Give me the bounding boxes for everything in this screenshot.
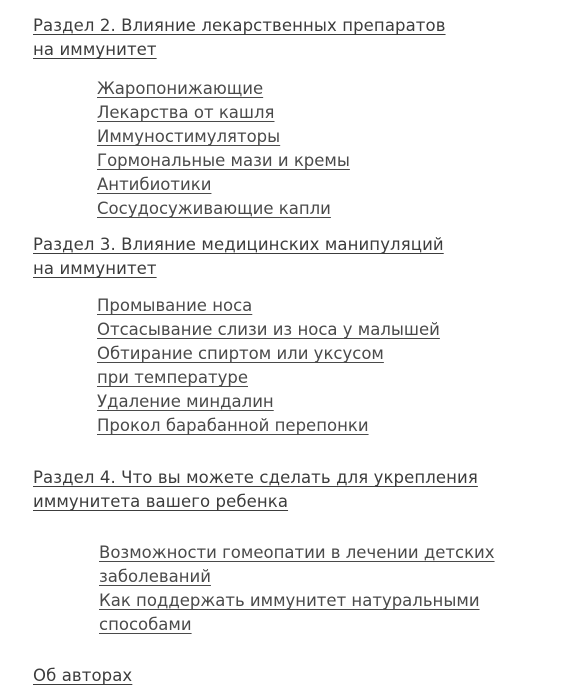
link-nose-rinsing[interactable]: Промывание носа (97, 296, 253, 315)
list-item (97, 197, 350, 221)
list-item (97, 125, 350, 149)
section-4-list (99, 541, 495, 637)
section-2-title-line2: на иммунитет (33, 40, 157, 59)
section-4-title-line1: Раздел 4. Что вы можете сделать для укрепления (33, 468, 478, 487)
section-2-title (33, 14, 553, 62)
section-2-title-link[interactable] (33, 16, 446, 59)
section-4-title-line2: иммунитета вашего ребенка (33, 492, 289, 511)
list-item (97, 342, 440, 366)
list-item (97, 414, 440, 438)
list-item (97, 366, 440, 390)
section-2-list (97, 77, 350, 221)
link-natural-immunity[interactable]: Как поддержать иммунитет натуральными (99, 591, 480, 610)
list-item (97, 294, 440, 318)
list-item (97, 101, 350, 125)
list-item (99, 613, 495, 637)
link-cough-medicines[interactable]: Лекарства от кашля (97, 103, 275, 122)
link-antibiotics[interactable]: Антибиотики (97, 175, 212, 194)
section-2-title-line1: Раздел 2. Влияние лекарственных препаратов (33, 16, 446, 35)
section-3-list (97, 294, 440, 438)
list-item (97, 149, 350, 173)
link-rubbing-alcohol[interactable]: Обтирание спиртом или уксусом (97, 344, 384, 363)
section-4-title-link[interactable] (33, 468, 478, 511)
list-item (97, 318, 440, 342)
list-item (97, 77, 350, 101)
list-item (99, 565, 495, 589)
section-3-title-link[interactable] (33, 235, 444, 278)
about-authors (33, 664, 553, 688)
link-rubbing-alcohol-cont[interactable]: при температуре (97, 368, 248, 387)
section-4-title (33, 466, 553, 514)
section-3-title-line2: на иммунитет (33, 259, 157, 278)
link-immunostimulants[interactable]: Иммуностимуляторы (97, 127, 281, 146)
list-item (99, 541, 495, 565)
link-antipyretics[interactable]: Жаропонижающие (97, 79, 264, 98)
section-3-title (33, 233, 553, 281)
list-item (97, 173, 350, 197)
link-eardrum-puncture[interactable]: Прокол барабанной перепонки (97, 416, 369, 435)
link-homeopathy-cont[interactable]: заболеваний (99, 567, 211, 586)
list-item (97, 390, 440, 414)
link-nasal-drops[interactable]: Сосудосуживающие капли (97, 199, 331, 218)
about-authors-link[interactable]: Об авторах (33, 666, 133, 685)
section-3-title-line1: Раздел 3. Влияние медицинских манипуляций (33, 235, 444, 254)
link-homeopathy[interactable]: Возможности гомеопатии в лечении детских (99, 543, 495, 562)
list-item (99, 589, 495, 613)
link-mucus-suction[interactable]: Отсасывание слизи из носа у малышей (97, 320, 440, 339)
link-hormonal-creams[interactable]: Гормональные мази и кремы (97, 151, 350, 170)
link-tonsil-removal[interactable]: Удаление миндалин (97, 392, 274, 411)
link-natural-immunity-cont[interactable]: способами (99, 615, 192, 634)
